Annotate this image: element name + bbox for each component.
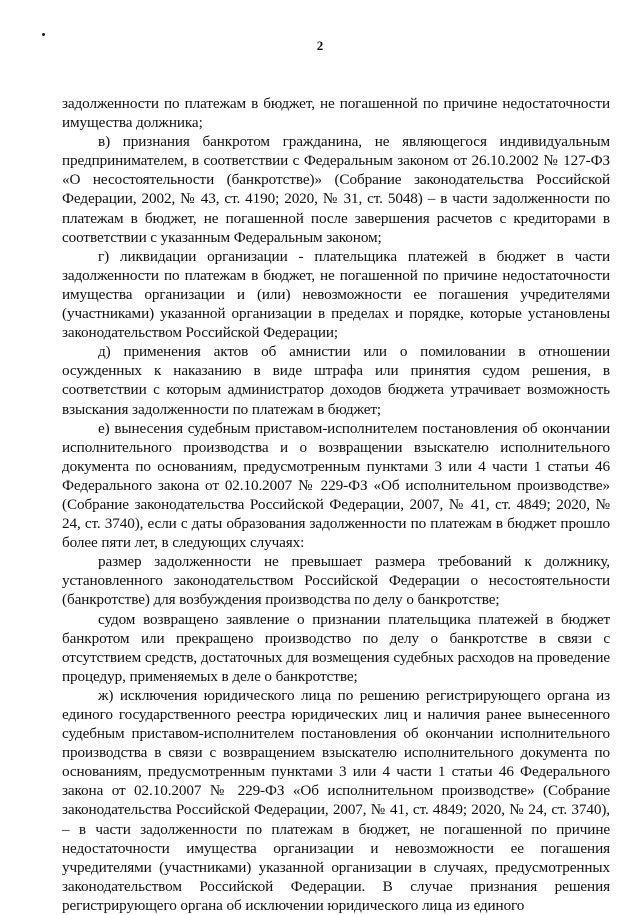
paragraph-case-2: судом возвращено заявление о признании плательщика платежей в бюджет банкротом или прекращено производство по делу о банкротстве в связи с отсутствием средств, достаточных для возмещения судебных расходов на проведение процедур, применяемых в деле о банкротстве; [62,610,610,685]
document-body [62,94,610,915]
paragraph-item-v: в) признания банкротом гражданина, не являющегося индивидуальным предпринимателем, в соответствии с Федеральным законом от 26.10.2002 № 127-ФЗ «О несостоятельности (банкротстве)» (Собрание законодательства Российской Федерации, 2002, № 43, ст. 4190; 2020, № 31, ст. 5048) – в части задолженности по платежам в бюджет, не погашенной после завершения расчетов с кредиторами в соответствии с указанным Федеральным законом; [62,133,610,246]
paragraph-continuation: задолженности по платежам в бюджет, не погашенной по причине недостаточности имущества должника; [62,95,610,132]
paragraph-item-e: е) вынесения судебным приставом-исполнителем постановления об окончании исполнительного производства и о возвращении взыскателю исполнительного документа по основаниям, предусмотренным пунктами 3 или 4 части 1 статьи 46 Федерального закона от 02.10.2007 № 229-ФЗ «Об исполнительном производстве» (Собрание законодательства Российской Федерации, 2007, № 41, ст. 4849; 2020, № 24, ст. 3740), если с даты образования задолженности по платежам в бюджет прошло более пяти лет, в следующих случаях: [62,419,610,552]
paragraph-item-g: г) ликвидации организации - плательщика платежей в бюджет в части задолженности по платежам в бюджет, не погашенной по причине недостаточности имущества организации и (или) невозможности ее погашения учредителями (участниками) указанной организации в пределах и порядке, которые установлены законодательством Российской Федерации; [62,247,610,342]
page-number: 2 [316,38,324,53]
paragraph-item-d: д) применения актов об амнистии или о помиловании в отношении осужденных к наказанию в виде штрафа или принятия судом решения, в соответствии с которым администратор доходов бюджета утрачивает возможность взыскания задолженности по платежам в бюджет; [62,343,610,418]
scan-speck [42,33,45,36]
paragraph-case-1: размер задолженности не превышает размера требований к должнику, установленного законодательством Российской Федерации о несостоятельности (банкротстве) для возбуждения производства по делу о банкротстве; [62,553,610,609]
paragraph-item-zh: ж) исключения юридического лица по решению регистрирующего органа из единого государственного реестра юридических лиц и наличия ранее вынесенного судебным приставом-исполнителем постановления об окончании исполнительного производства в связи с возвращением взыскателю исполнительного документа по основаниям, предусмотренным пунктами 3 или 4 части 1 статьи 46 Федерального закона от 02.10.2007 № 229-ФЗ «Об исполнительном производстве» (Собрание законодательства Российской Федерации, 2007, № 41, ст. 4849; 2020, № 24, ст. 3740), – в части задолженности по платежам в бюджет, не погашенной по причине недостаточности имущества организации и невозможности ее погашения учредителями (участниками) указанной организации в случаях, предусмотренных законодательством Российской Федерации. В случае признания решения регистрирующего органа об исключении юридического лица из единого [62,686,610,914]
